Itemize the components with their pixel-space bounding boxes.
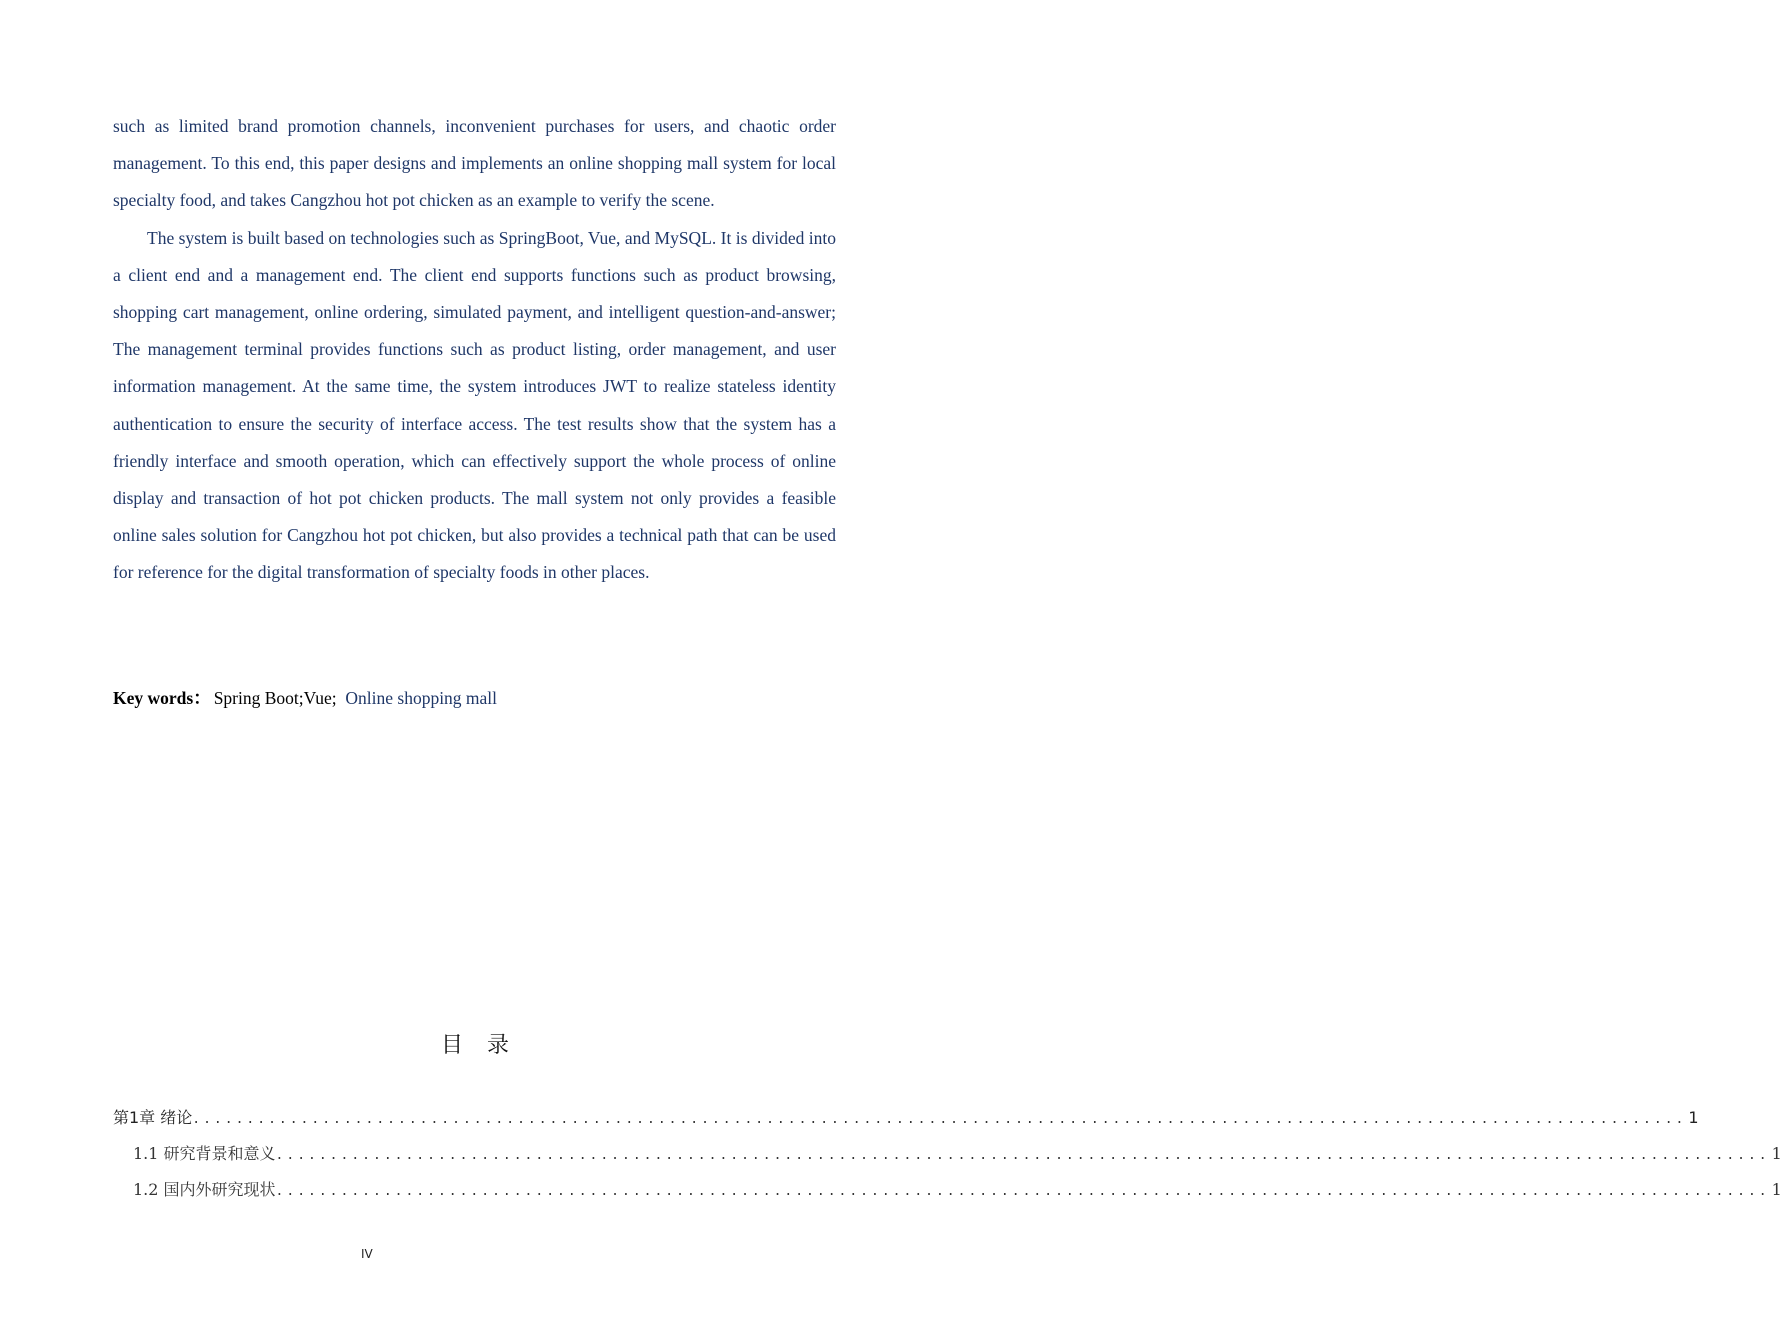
toc-dot-leader: .......................................................................................................................................... <box>275 1184 1770 1199</box>
keywords-line <box>113 683 836 713</box>
toc-entry-label: 1.1 研究背景和意义 <box>133 1144 276 1163</box>
toc-entry-section-1-1[interactable] <box>113 1141 1782 1177</box>
toc-entry-label: 第1章 绪论 <box>113 1108 193 1127</box>
toc-entry-page: 1 <box>1771 1180 1782 1199</box>
keywords-label: Key words <box>113 688 194 708</box>
toc-dot-leader: .......................................................................................................................................... <box>275 1148 1770 1163</box>
keywords-list-part2: Online shopping mall <box>345 688 498 708</box>
toc-title: 目录 <box>440 1033 533 1058</box>
toc-entry-label: 1.2 国内外研究现状 <box>133 1180 276 1199</box>
table-of-contents <box>113 1105 1782 1213</box>
keywords-list-part1: Spring Boot;Vue; <box>213 688 337 708</box>
toc-entry-chapter-1[interactable] <box>113 1105 1699 1141</box>
abstract-paragraph-system: The system is built based on technologies such as SpringBoot, Vue, and MySQL. It is divided into a client end and a management end. The client end supports functions such as product browsing, shopping cart management, online ordering, simulated payment, and intelligent question-and-answer; The management terminal provides functions such as product listing, order management, and user information management. At the same time, the system introduces JWT to realize stateless identity authentication to ensure the security of interface access. The test results show that the system has a friendly interface and smooth operation, which can effectively support the whole process of online display and transaction of hot pot chicken products. The mall system not only provides a feasible online sales solution for Cangzhou hot pot chicken, but also provides a technical path that can be used for reference for the digital transformation of specialty foods in other places. <box>113 227 836 583</box>
abstract-paragraph-continued: such as limited brand promotion channels, inconvenient purchases for users, and chaotic order management. To this end, this paper designs and implements an online shopping mall system for local specialty food, and takes Cangzhou hot pot chicken as an example to verify the scene. <box>113 116 836 211</box>
toc-dot-leader: .......................................................................................................................................... <box>192 1112 1687 1127</box>
toc-entry-section-1-2[interactable] <box>113 1177 1782 1213</box>
keywords-colon: ： <box>193 688 211 708</box>
toc-entry-page: 1 <box>1688 1108 1699 1127</box>
toc-entry-page: 1 <box>1771 1144 1782 1163</box>
english-abstract <box>113 108 836 592</box>
page-number: IV <box>361 1247 373 1261</box>
